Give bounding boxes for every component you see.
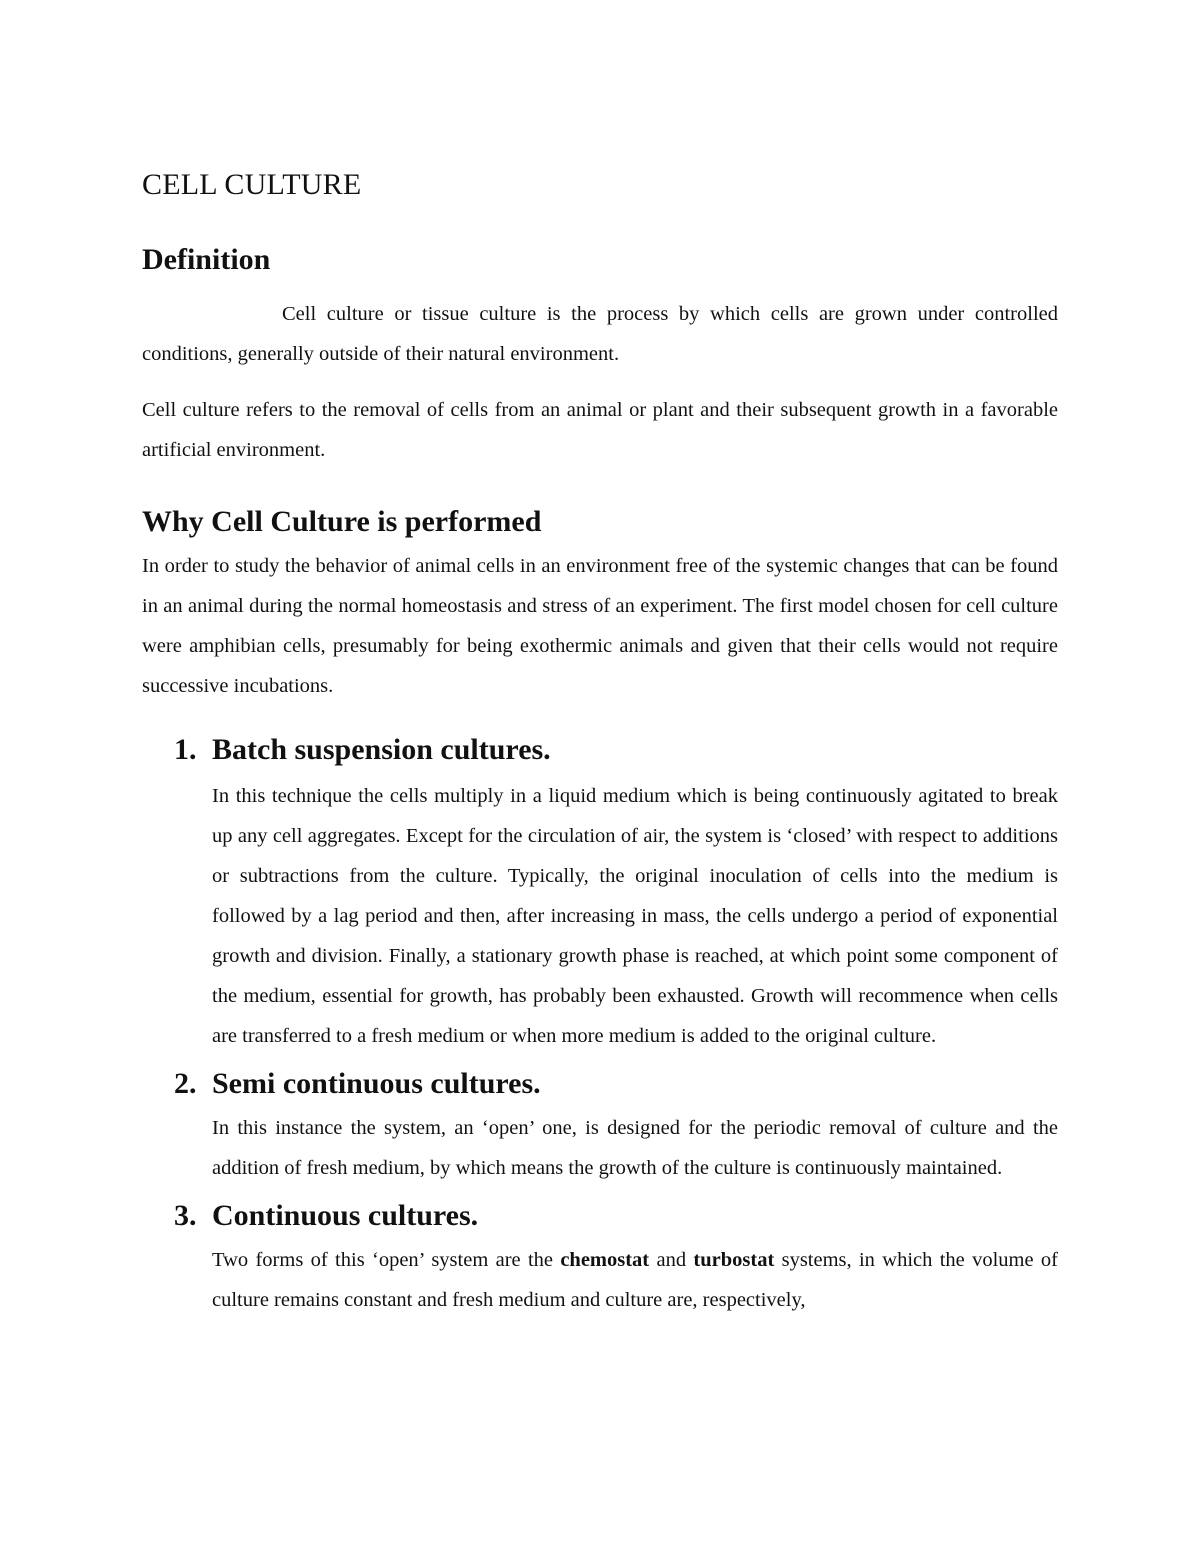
why-heading: Why Cell Culture is performed — [142, 505, 542, 538]
list-item-number: 1. — [174, 733, 197, 766]
list-item-title: Continuous cultures. — [212, 1199, 479, 1232]
list-item-number: 3. — [174, 1199, 197, 1232]
body-text: and — [649, 1249, 694, 1271]
list-item — [142, 1194, 1058, 1320]
definition-paragraph-2: Cell culture refers to the removal of cells from an animal or plant and their subsequent growth in a favorable artificial environment. — [142, 399, 1058, 461]
definition-heading: Definition — [142, 243, 271, 276]
definition-paragraph: Cell culture or tissue culture is the process by which cells are grown under controlled conditions, generally outside of their natural environment. — [142, 303, 1058, 365]
document-title: CELL CULTURE — [142, 168, 362, 201]
list-item — [142, 1062, 1058, 1188]
body-text: systems, in which the volume of culture remains constant and fresh medium and culture are, respectively, — [212, 1249, 1058, 1311]
list-item-title: Semi continuous cultures. — [212, 1067, 541, 1100]
list-item-heading — [142, 1194, 1058, 1238]
why-paragraph: In order to study the behavior of animal cells in an environment free of the systemic changes that can be found in an animal during the normal homeostasis and stress of an experiment. The first model chosen for cell culture were amphibian cells, presumably for being exothermic animals and given that their cells would not require successive incubations. — [142, 555, 1058, 697]
list-item-title: Batch suspension cultures. — [212, 733, 551, 766]
list-item-heading — [142, 1062, 1058, 1106]
keyword-chemostat: chemostat — [560, 1249, 650, 1271]
list-item-body: In this instance the system, an ‘open’ one, is designed for the periodic removal of culture and the addition of fresh medium, by which means the growth of the culture is continuously maintained. — [212, 1117, 1058, 1179]
list-item-body: In this technique the cells multiply in a liquid medium which is being continuously agitated to break up any cell aggregates. Except for the circulation of air, the system is ‘closed’ with respect to additions or subtractions from the culture. Typically, the original inoculation of cells into the medium is followed by a lag period and then, after increasing in mass, the cells undergo a period of exponential growth and division. Finally, a stationary growth phase is reached, at which point some component of the medium, essential for growth, has probably been exhausted. Growth will recommence when cells are transferred to a fresh medium or when more medium is added to the original culture. — [212, 785, 1058, 1047]
document-content — [142, 160, 1058, 1320]
list-item-body — [142, 1240, 1058, 1320]
keyword-turbostat: turbostat — [693, 1249, 775, 1271]
body-text: Two forms of this ‘open’ system are the — [212, 1249, 561, 1271]
list-item — [142, 728, 1058, 1056]
list-item-number: 2. — [174, 1067, 197, 1100]
culture-types-list — [142, 728, 1058, 1320]
list-item-heading — [142, 728, 1058, 772]
